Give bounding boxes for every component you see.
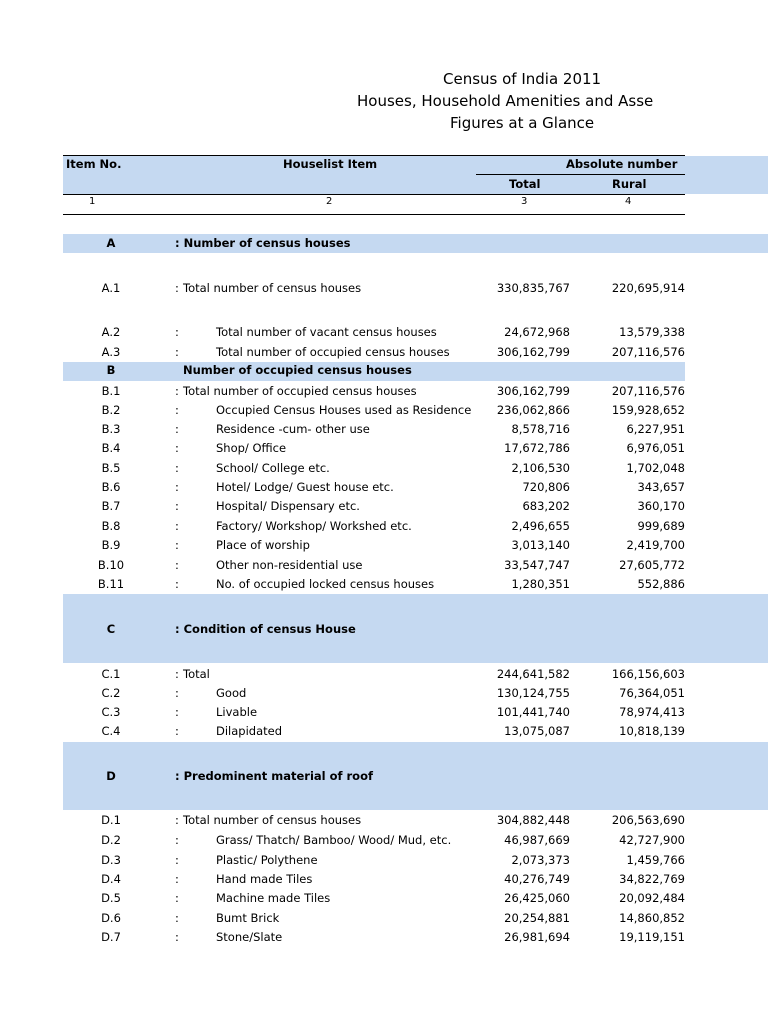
rural-value: 78,974,413 <box>619 705 685 719</box>
item-no: B.8 <box>101 519 121 533</box>
rural-value: 2,419,700 <box>626 538 685 552</box>
total-value: 244,641,582 <box>496 667 570 681</box>
colon: : <box>175 891 179 905</box>
item-no: B.10 <box>97 558 125 572</box>
rural-value: 220,695,914 <box>611 281 685 295</box>
item-label: Hand made Tiles <box>216 872 313 886</box>
table-row <box>0 461 768 480</box>
colon: : <box>175 281 179 295</box>
item-no: D.7 <box>101 930 121 944</box>
item-no: B.4 <box>101 441 121 455</box>
header-rural: Rural <box>612 177 647 191</box>
total-value: 33,547,747 <box>504 558 570 572</box>
item-no: C.1 <box>101 667 121 681</box>
item-label: Total number of census houses <box>183 813 362 827</box>
rural-value: 166,156,603 <box>611 667 685 681</box>
colon: : <box>175 724 179 738</box>
table-row <box>0 384 768 403</box>
colon: : <box>175 384 179 398</box>
item-label: Shop/ Office <box>216 441 287 455</box>
total-value: 2,106,530 <box>511 461 570 475</box>
section-no: A <box>106 236 116 250</box>
rural-value: 343,657 <box>637 480 685 494</box>
item-no: B.11 <box>97 577 125 591</box>
colon: : <box>175 345 179 359</box>
rural-value: 19,119,151 <box>619 930 685 944</box>
header-absolute-number: Absolute number <box>566 157 678 171</box>
colnum-2: 2 <box>326 196 333 207</box>
total-value: 306,162,799 <box>496 384 570 398</box>
colon: : <box>175 577 179 591</box>
colon: : <box>175 422 179 436</box>
table-row <box>0 499 768 518</box>
colon: : <box>175 833 179 847</box>
total-value: 1,280,351 <box>511 577 570 591</box>
header-item-no: Item No. <box>66 157 122 171</box>
total-value: 20,254,881 <box>504 911 570 925</box>
page-subtitle-2: Figures at a Glance <box>450 114 595 132</box>
table-row <box>0 872 768 891</box>
total-value: 720,806 <box>522 480 570 494</box>
table-row <box>0 686 768 705</box>
item-label: Bumt Brick <box>216 911 280 925</box>
item-no: A.1 <box>101 281 121 295</box>
item-label: Plastic/ Polythene <box>216 853 318 867</box>
colon: : <box>175 558 179 572</box>
header-total: Total <box>509 177 541 191</box>
table-row <box>0 833 768 852</box>
item-label: Factory/ Workshop/ Workshed etc. <box>216 519 412 533</box>
item-no: A.3 <box>101 345 121 359</box>
total-value: 46,987,669 <box>504 833 570 847</box>
table-row <box>0 930 768 949</box>
table-row <box>0 705 768 724</box>
item-no: D.4 <box>101 872 121 886</box>
total-value: 26,981,694 <box>504 930 570 944</box>
colon: : <box>175 911 179 925</box>
rural-value: 6,976,051 <box>626 441 685 455</box>
item-no: B.7 <box>101 499 121 513</box>
table-row <box>0 724 768 743</box>
section-no: B <box>106 363 116 377</box>
item-label: Machine made Tiles <box>216 891 331 905</box>
section-title: : Predominent material of roof <box>175 769 373 783</box>
item-label: Residence -cum- other use <box>216 422 370 436</box>
table-row <box>0 325 768 344</box>
colon: : <box>175 461 179 475</box>
rural-value: 76,364,051 <box>619 686 685 700</box>
section-header-c <box>0 622 768 641</box>
colon: : <box>175 441 179 455</box>
total-value: 236,062,866 <box>496 403 570 417</box>
item-no: B.1 <box>101 384 121 398</box>
table-row <box>0 403 768 422</box>
colon: : <box>175 853 179 867</box>
item-label: Occupied Census Houses used as Residence <box>216 403 472 417</box>
colon: : <box>175 686 179 700</box>
total-value: 3,013,140 <box>511 538 570 552</box>
total-value: 8,578,716 <box>511 422 570 436</box>
rural-value: 159,928,652 <box>611 403 685 417</box>
item-label: Total <box>183 667 210 681</box>
item-no: C.3 <box>101 705 121 719</box>
total-value: 304,882,448 <box>496 813 570 827</box>
header-band-right <box>685 156 768 194</box>
colon: : <box>175 480 179 494</box>
item-label: No. of occupied locked census houses <box>216 577 435 591</box>
table-row <box>0 441 768 460</box>
section-no: C <box>106 622 116 636</box>
item-no: D.1 <box>101 813 121 827</box>
item-label: Other non-residential use <box>216 558 363 572</box>
rural-value: 13,579,338 <box>619 325 685 339</box>
section-title: : Number of census houses <box>175 236 351 250</box>
table-row <box>0 422 768 441</box>
section-header-a <box>0 236 768 255</box>
table-row <box>0 813 768 832</box>
table-row <box>0 667 768 686</box>
section-title: Number of occupied census houses <box>183 363 412 377</box>
rural-value: 360,170 <box>637 499 685 513</box>
total-value: 40,276,749 <box>504 872 570 886</box>
item-label: Total number of census houses <box>183 281 362 295</box>
section-header-d <box>0 769 768 788</box>
section-title: : Condition of census House <box>175 622 356 636</box>
colon: : <box>175 519 179 533</box>
colnum-bottom-rule <box>63 214 685 215</box>
rural-value: 207,116,576 <box>611 384 685 398</box>
colnum-4: 4 <box>625 196 632 207</box>
header-band-row2 <box>63 174 685 194</box>
header-bottom-rule <box>63 194 685 195</box>
table-row <box>0 853 768 872</box>
item-no: D.5 <box>101 891 121 905</box>
item-no: B.3 <box>101 422 121 436</box>
colon: : <box>175 872 179 886</box>
rural-value: 27,605,772 <box>619 558 685 572</box>
total-value: 101,441,740 <box>496 705 570 719</box>
rural-value: 552,886 <box>637 577 685 591</box>
item-label: School/ College etc. <box>216 461 330 475</box>
colnum-3: 3 <box>521 196 528 207</box>
total-value: 2,073,373 <box>511 853 570 867</box>
rural-value: 1,459,766 <box>626 853 685 867</box>
rural-value: 10,818,139 <box>619 724 685 738</box>
item-label: Grass/ Thatch/ Bamboo/ Wood/ Mud, etc. <box>216 833 452 847</box>
item-label: Place of worship <box>216 538 310 552</box>
colon: : <box>175 538 179 552</box>
table-row <box>0 538 768 557</box>
colon: : <box>175 667 179 681</box>
rural-value: 42,727,900 <box>619 833 685 847</box>
colon: : <box>175 325 179 339</box>
rural-value: 6,227,951 <box>626 422 685 436</box>
total-value: 330,835,767 <box>496 281 570 295</box>
rural-value: 207,116,576 <box>611 345 685 359</box>
total-value: 13,075,087 <box>504 724 570 738</box>
item-label: Dilapidated <box>216 724 283 738</box>
page-title: Census of India 2011 <box>443 70 602 88</box>
page-subtitle: Houses, Household Amenities and Asse <box>357 92 654 110</box>
total-value: 306,162,799 <box>496 345 570 359</box>
colon: : <box>175 705 179 719</box>
item-no: C.4 <box>101 724 121 738</box>
item-no: A.2 <box>101 325 121 339</box>
total-value: 17,672,786 <box>504 441 570 455</box>
item-label: Hotel/ Lodge/ Guest house etc. <box>216 480 394 494</box>
item-label: Total number of vacant census houses <box>216 325 437 339</box>
colon: : <box>175 930 179 944</box>
table-row <box>0 558 768 577</box>
rural-value: 1,702,048 <box>626 461 685 475</box>
total-value: 130,124,755 <box>496 686 570 700</box>
item-no: B.2 <box>101 403 121 417</box>
rural-value: 999,689 <box>637 519 685 533</box>
table-row <box>0 480 768 499</box>
item-label: Stone/Slate <box>216 930 283 944</box>
rural-value: 20,092,484 <box>619 891 685 905</box>
total-value: 683,202 <box>522 499 570 513</box>
colnum-1: 1 <box>89 196 96 207</box>
header-houselist-item: Houselist Item <box>283 157 378 171</box>
table-row <box>0 911 768 930</box>
item-no: B.5 <box>101 461 121 475</box>
table-row <box>0 519 768 538</box>
item-no: B.9 <box>101 538 121 552</box>
rural-value: 14,860,852 <box>619 911 685 925</box>
item-no: B.6 <box>101 480 121 494</box>
item-no: D.6 <box>101 911 121 925</box>
item-label: Good <box>216 686 247 700</box>
item-label: Hospital/ Dispensary etc. <box>216 499 360 513</box>
colon: : <box>175 813 179 827</box>
item-label: Livable <box>216 705 258 719</box>
table-row <box>0 891 768 910</box>
item-no: D.2 <box>101 833 121 847</box>
section-header-b <box>0 363 768 382</box>
item-label: Total number of occupied census houses <box>216 345 450 359</box>
header-mid-rule <box>476 174 685 175</box>
item-no: C.2 <box>101 686 121 700</box>
table-row <box>0 281 768 300</box>
section-no: D <box>106 769 116 783</box>
rural-value: 206,563,690 <box>611 813 685 827</box>
colon: : <box>175 403 179 417</box>
colon: : <box>175 499 179 513</box>
total-value: 2,496,655 <box>511 519 570 533</box>
item-label: Total number of occupied census houses <box>183 384 417 398</box>
item-no: D.3 <box>101 853 121 867</box>
rural-value: 34,822,769 <box>619 872 685 886</box>
total-value: 26,425,060 <box>504 891 570 905</box>
total-value: 24,672,968 <box>504 325 570 339</box>
